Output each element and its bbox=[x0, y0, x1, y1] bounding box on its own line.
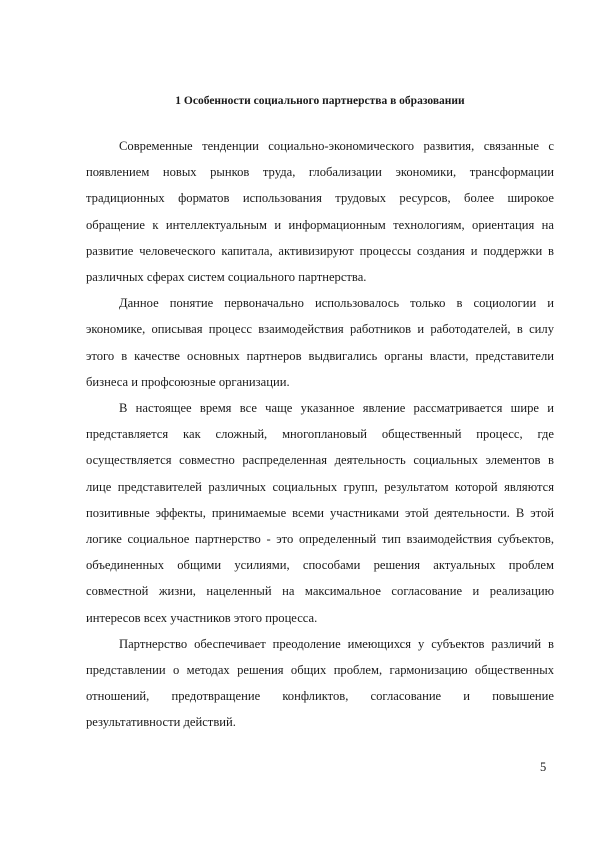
body-text bbox=[86, 133, 554, 736]
paragraph-1: Современные тенденции социально-экономического развития, связанные с появлением новых рынков труда, глобализации экономики, трансформации традиционных форматов использования трудовых ресурсов, более широкое обращение к интеллектуальным и информационным технологиям, ориентация на развитие человеческого капитала, активизируют процессы создания и поддержки в различных сферах систем социального партнерства. bbox=[86, 139, 554, 285]
paragraph-2: Данное понятие первоначально использовалось только в социологии и экономике, описывая процесс взаимодействия работников и работодателей, в силу этого в качестве основных партнеров выдвигались органы власти, представители бизнеса и профсоюзные организации. bbox=[86, 296, 554, 389]
paragraph-4: Партнерство обеспечивает преодоление имеющихся у субъектов различий в представлении о методах решения общих проблем, гармонизацию общественных отношений, предотвращение конфликтов, согласование и повышение результативности действий. bbox=[86, 636, 554, 730]
page-number: 5 bbox=[540, 760, 547, 774]
section-title: 1 Особенности социального партнерства в образовании bbox=[175, 95, 465, 107]
paragraph-3: В настоящее время все чаще указанное явление рассматривается шире и представляется как сложный, многоплановый общественный процесс, где осуществляется совместно распределенная деятельность социальных элементов в лице представителей различных социальных групп, результатом которой являются позитивные эффекты, принимаемые всеми участниками этой деятельности. В этой логике социальное партнерство - это определенный тип взаимодействия субъектов, объединенных общими усилиями, способами решения актуальных проблем совместной жизни, нацеленный на максимальное согласование и реализацию интересов всех участников этого процесса. bbox=[86, 401, 554, 625]
